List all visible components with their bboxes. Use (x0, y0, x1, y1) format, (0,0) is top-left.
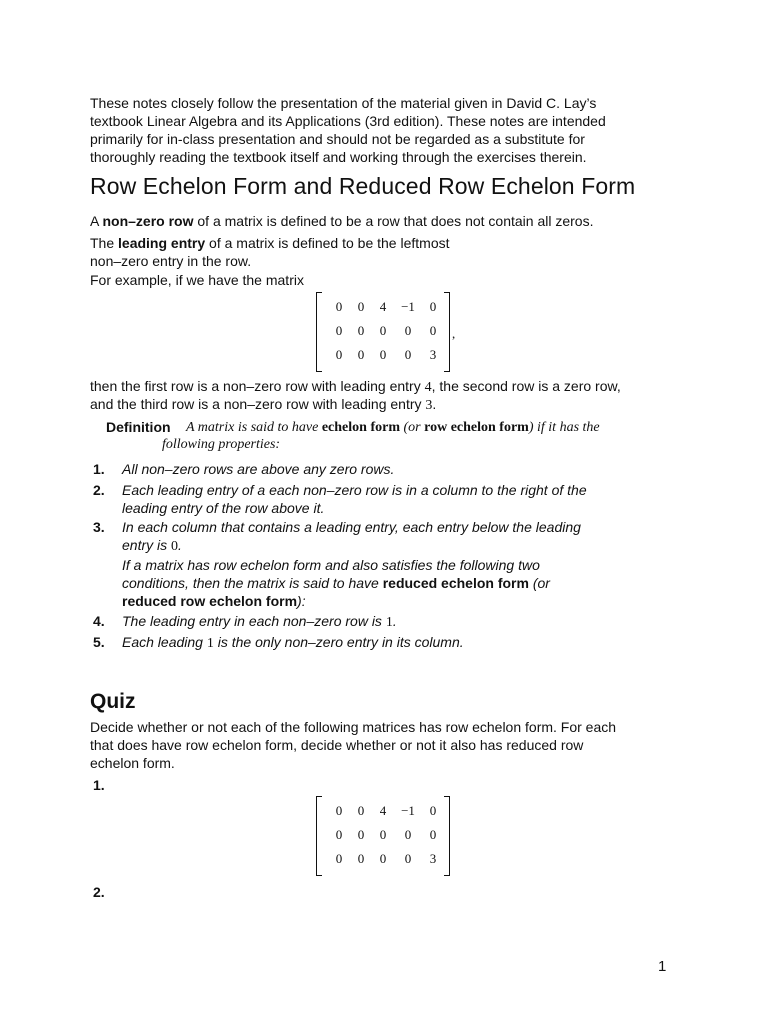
section-heading: Row Echelon Form and Reduced Row Echelon Form (90, 173, 636, 199)
math-value: 3 (425, 398, 433, 413)
text: leading entry of the row above it. (122, 500, 325, 516)
example-matrix (316, 292, 450, 372)
text: . (178, 537, 182, 553)
text: , the second row is a zero row, (431, 378, 621, 394)
matrix-row (328, 799, 444, 823)
matrix-cell: 0 (404, 347, 412, 362)
page-number: 1 (658, 958, 667, 975)
matrix-cell: 0 (335, 803, 343, 818)
list-number: 1. (93, 461, 105, 477)
intro-paragraph (90, 94, 690, 166)
text: that does have row echelon form, decide whether or not it also has reduced row (90, 737, 584, 753)
left-bracket (316, 292, 322, 372)
math-value: 1 (206, 636, 214, 651)
text: conditions, then the matrix is said to have (122, 575, 383, 591)
text: If a matrix has row echelon form and also satisfies the following two (122, 557, 540, 573)
matrix-entries (328, 799, 444, 871)
text: Decide whether or not each of the following matrices has row echelon form. For each (90, 719, 617, 735)
intro-line: textbook Linear Algebra and its Applications (3rd edition). These notes are intended (90, 113, 606, 129)
leading-entry-definition (90, 234, 450, 252)
text: of a matrix is defined to be a row that does not contain all zeros. (193, 213, 594, 229)
matrix-row (328, 343, 444, 367)
matrix-cell: 4 (379, 803, 387, 818)
text: of a matrix is defined to be the leftmost (205, 235, 450, 251)
matrix-cell: 0 (429, 827, 437, 842)
matrix-cell: 0 (335, 827, 343, 842)
matrix-cell: 0 (429, 299, 437, 314)
term-leading-entry: leading entry (118, 235, 206, 251)
term-reduced-row-echelon-form: reduced row echelon form (122, 593, 298, 609)
matrix-cell: 0 (404, 851, 412, 866)
text: and the third row is a non–zero row with leading entry (90, 396, 426, 412)
text: then the first row is a non–zero row with leading entry (90, 378, 425, 394)
math-value: 0 (171, 539, 179, 554)
definition-text-line2: following properties: (162, 437, 281, 452)
term-row-echelon-form: row echelon form (424, 420, 529, 435)
matrix-entries (328, 295, 444, 367)
text (122, 592, 550, 610)
matrix-cell: 0 (404, 323, 412, 338)
text: (or (528, 575, 550, 591)
example-intro: For example, if we have the matrix (90, 272, 304, 288)
text: . (392, 613, 397, 629)
text: ): (297, 593, 306, 609)
math-value: 4 (424, 380, 432, 395)
text (122, 536, 581, 556)
text: ) if it has the (528, 420, 600, 435)
left-bracket (316, 796, 322, 876)
text: Each leading entry of a each non–zero row is in a column to the right of the (122, 482, 587, 498)
matrix-cell: 0 (379, 851, 387, 866)
matrix-cell: 0 (357, 827, 365, 842)
matrix-cell: 0 (357, 299, 365, 314)
property-1: All non–zero rows are above any zero rows. (122, 461, 395, 477)
text: . (432, 396, 437, 412)
quiz-question-2-number: 2. (93, 884, 105, 900)
text: Each leading (122, 634, 207, 650)
matrix-cell: 0 (335, 299, 343, 314)
intro-line: primarily for in-class presentation and should not be regarded as a substitute for (90, 131, 585, 147)
matrix-cell: 3 (429, 347, 437, 362)
text: In each column that contains a leading entry, each entry below the leading (122, 519, 581, 535)
matrix-cell: 0 (429, 803, 437, 818)
property-2 (122, 481, 587, 517)
matrix-comma: , (452, 326, 456, 341)
nonzero-row-definition (90, 212, 593, 230)
text: entry is (122, 537, 172, 553)
matrix-cell: 0 (357, 803, 365, 818)
math-value: 1 (385, 615, 393, 630)
text: A matrix is said to have (186, 420, 322, 435)
quiz-heading: Quiz (90, 690, 136, 713)
list-number: 2. (93, 482, 105, 498)
term-echelon-form: echelon form (321, 420, 400, 435)
text: (or (400, 420, 425, 435)
intro-line: These notes closely follow the presentation of the material given in David C. Lay’s (90, 95, 597, 111)
text: The leading entry in each non–zero row is (122, 613, 386, 629)
intro-line: thoroughly reading the textbook itself and working through the exercises therein. (90, 149, 587, 165)
matrix-cell: 0 (429, 323, 437, 338)
matrix-cell: −1 (401, 299, 415, 314)
matrix-cell: 0 (379, 347, 387, 362)
list-number: 4. (93, 613, 105, 629)
matrix-row (328, 319, 444, 343)
quiz-matrix-1 (316, 796, 450, 876)
matrix-cell: 0 (357, 347, 365, 362)
list-number: 5. (93, 634, 105, 650)
property-4 (122, 612, 397, 632)
matrix-cell: −1 (401, 803, 415, 818)
text: A (90, 213, 103, 229)
quiz-description (90, 718, 690, 772)
example-explanation-line1 (90, 377, 621, 397)
quiz-question-1-number: 1. (93, 777, 105, 793)
matrix-cell: 0 (404, 827, 412, 842)
matrix-row (328, 823, 444, 847)
definition-text-line1 (186, 420, 600, 436)
example-explanation-line2 (90, 395, 436, 415)
matrix-cell: 0 (357, 851, 365, 866)
text: echelon form. (90, 755, 175, 771)
term-reduced-echelon-form: reduced echelon form (382, 575, 529, 591)
matrix-cell: 0 (379, 827, 387, 842)
matrix-cell: 4 (379, 299, 387, 314)
definition-label-text: Definition (106, 419, 171, 435)
text: is the only non–zero entry in its column. (213, 634, 464, 650)
leading-entry-definition-line2: non–zero entry in the row. (90, 253, 252, 269)
matrix-cell: 3 (429, 851, 437, 866)
matrix-cell: 0 (379, 323, 387, 338)
list-number: 3. (93, 519, 105, 535)
right-bracket (444, 292, 450, 372)
matrix-row (328, 295, 444, 319)
right-bracket (444, 796, 450, 876)
matrix-cell: 0 (335, 347, 343, 362)
matrix-cell: 0 (357, 323, 365, 338)
text: The (90, 235, 119, 251)
text (122, 574, 550, 592)
property-5 (122, 633, 464, 653)
matrix-row (328, 847, 444, 871)
property-3 (122, 518, 581, 556)
term-nonzero-row: non–zero row (102, 213, 194, 229)
definition-label (106, 419, 171, 435)
matrix-cell: 0 (335, 851, 343, 866)
matrix-cell: 0 (335, 323, 343, 338)
reduced-echelon-note (122, 556, 550, 610)
